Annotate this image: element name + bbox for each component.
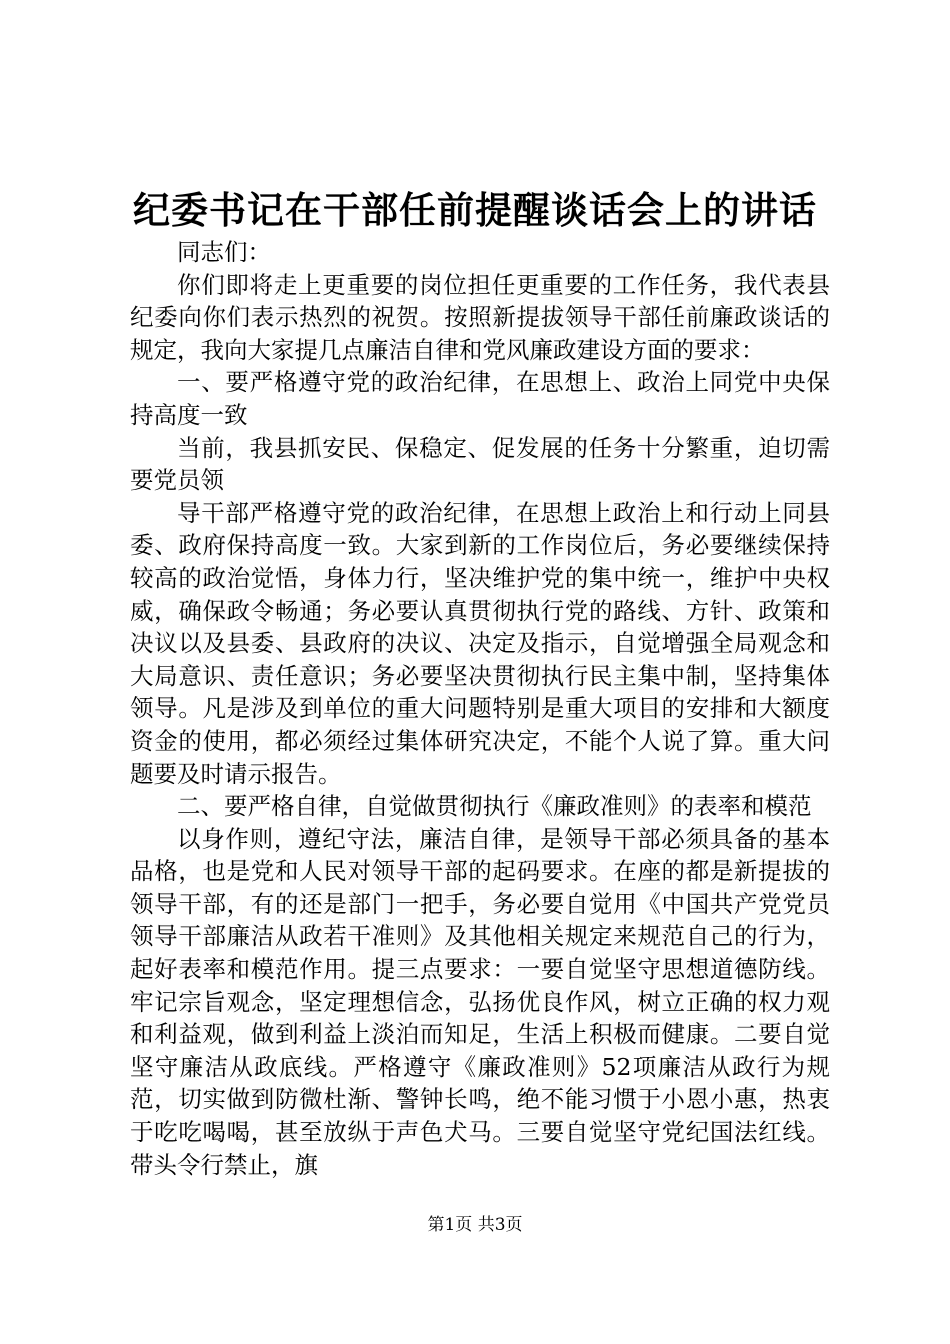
body-paragraph: 以身作则，遵纪守法，廉洁自律，是领导干部必须具备的基本品格，也是党和人民对领导干部的起码要求。在座的都是新提拔的领导干部，有的还是部门一把手，务必要自觉用《中国共产党党员领导干部廉洁从政若干准则》及其他相关规定来规范自己的行为，起好表率和模范作用。提三点要求：一要自觉坚守思想道德防线。牢记宗旨观念，坚定理想信念，弘扬优良作风，树立正确的权力观和利益观，做到利益上淡泊而知足，生活上积极而健康。二要自觉坚守廉洁从政底线。严格遵守《廉政准则》52项廉洁从政行为规范，切实做到防微杜渐、警钟长鸣，绝不能习惯于小恩小惠，热衷于吃吃喝喝，甚至放纵于声色犬马。三要自觉坚守党纪国法红线。带头令行禁止，旗 bbox=[130, 824, 830, 1179]
salutation-paragraph: 同志们： bbox=[177, 238, 271, 266]
page-number-footer: 第1页 共3页 bbox=[427, 1215, 523, 1235]
intro-paragraph: 你们即将走上更重要的岗位担任更重要的工作任务，我代表县纪委向你们表示热烈的祝贺。按照新提拔领导干部任前廉政谈话的规定，我向大家提几点廉洁自律和党风廉政建设方面的要求： bbox=[130, 270, 830, 364]
page-title: 纪委书记在干部任前提醒谈话会上的讲话 bbox=[133, 188, 817, 232]
body-paragraph: 当前，我县抓安民、保稳定、促发展的任务十分繁重，迫切需要党员领 bbox=[130, 433, 830, 495]
document-body bbox=[130, 236, 830, 1181]
section-heading-2: 二、要严格自律，自觉做贯彻执行《廉政准则》的表率和模范 bbox=[177, 792, 812, 821]
body-paragraph: 导干部严格遵守党的政治纪律，在思想上政治上和行动上同县委、政府保持高度一致。大家到新的工作岗位后，务必要继续保持较高的政治觉悟，身体力行，坚决维护党的集中统一，维护中央权威，确保政令畅通；务必要认真贯彻执行党的路线、方针、政策和决议以及县委、县政府的决议、决定及指示，自觉增强全局观念和大局意识、责任意识；务必要坚决贯彻执行民主集中制，坚持集体领导。凡是涉及到单位的重大问题特别是重大项目的安排和大额度资金的使用，都必须经过集体研究决定，不能个人说了算。重大问题要及时请示报告。 bbox=[130, 498, 830, 788]
section-heading-1: 一、要严格遵守党的政治纪律，在思想上、政治上同党中央保持高度一致 bbox=[130, 368, 830, 429]
